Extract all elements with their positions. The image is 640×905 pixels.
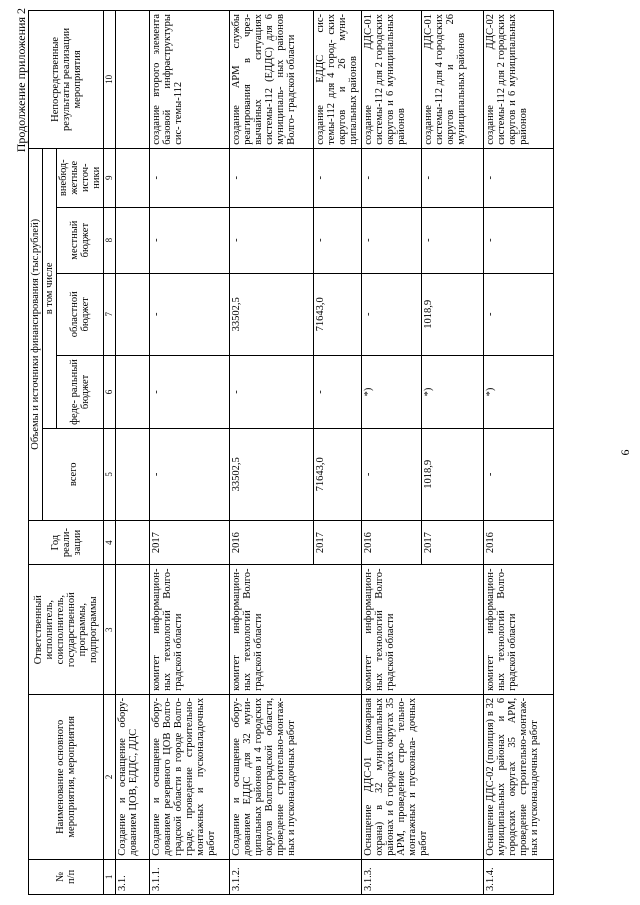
activity-name: Создание и оснащение обору- дованием ЕДДС для 32 муни- ципальных районов и 4 городских округов Волгоградской области, проведение строительно-монтаж- ных и пусконаладочных работ [230,694,362,859]
federal-cell [116,355,150,428]
column-number: 8 [104,207,116,273]
total-cell: 1018,9 [422,428,484,520]
federal-cell: *) [484,355,554,428]
extra-cell [116,148,150,207]
local-cell: - [362,207,422,273]
result-cell: создание ДДС-02 системы-112 для 2 городских округов и 6 муниципальных районов [484,11,554,149]
column-number: 9 [104,148,116,207]
local-cell: - [484,207,554,273]
header-finance-group: Объемы и источники финансирования (тыс.рублей) [29,148,43,520]
result-cell: создание ДДС-01 системы-112 для 2 городских округов и 6 муниципальных районов [362,11,422,149]
result-cell: создание ЕДДС сис- темы-112 для 4 город- ских округов и 26 муни- ципальных районов [314,11,362,149]
executor-name: комитет информацион- ных технологий Волго- градской области [230,565,362,694]
column-number: 3 [104,565,116,694]
extra-cell: - [422,148,484,207]
header-executor: Ответственный исполнитель, соисполнитель, государственной программы, подпрограммы [29,565,104,694]
header-federal: феде- ральный бюджет [57,355,104,428]
column-number: 5 [104,428,116,520]
result-cell: создание второго элемента базовой инфраструктуры сис- темы-112 [150,11,230,149]
regional-cell: 33502,5 [230,273,314,355]
year-cell: 2017 [314,520,362,565]
federal-cell: - [150,355,230,428]
federal-cell: *) [362,355,422,428]
total-cell: 33502,5 [230,428,314,520]
local-cell: - [230,207,314,273]
total-cell: - [484,428,554,520]
table-row [150,11,230,895]
executor-name: комитет информацион- ных технологий Волго- градской области [484,565,554,694]
row-number: 3.1.4. [484,859,554,894]
activity-name: Оснащение ДДС-02 (полиция) в 32 муниципальных районах и 6 городских округах 35 АРМ, проведение строительно-монтаж- ных и пусконаладочных работ [484,694,554,859]
header-num: № п/п [29,859,104,894]
total-cell [116,428,150,520]
result-cell: создание ДДС-01 системы-112 для 4 городских округов и 26 муниципальных районов [422,11,484,149]
table-row [116,11,150,895]
header-total: всего [43,428,104,520]
year-cell [116,520,150,565]
extra-cell: - [230,148,314,207]
table-row [484,11,554,895]
regional-cell: 1018,9 [422,273,484,355]
header-result: Непосредственные результаты реализации мероприятия [29,11,104,149]
federal-cell: - [230,355,314,428]
year-cell: 2016 [362,520,422,565]
executor-name [116,565,150,694]
activity-name: Оснащение ДДС-01 (пожарная охрана) в 32 муниципальных районах и 6 городских округах 35 АРМ, проведение стро- тельно-монтажных и пусконала- дочных работ [362,694,484,859]
federal-cell: *) [422,355,484,428]
total-cell: - [362,428,422,520]
regional-cell: - [362,273,422,355]
activity-name: Создание и оснащение обору- дованием резервного ЦОВ Волго- градской области в городе Волго- граде, проведение строительно- монтажных и пусконаладочных работ [150,694,230,859]
column-number: 4 [104,520,116,565]
result-cell [116,11,150,149]
column-number-row [104,11,116,895]
header-row-1 [29,11,43,895]
year-cell: 2017 [422,520,484,565]
column-number: 6 [104,355,116,428]
local-cell: - [150,207,230,273]
year-cell: 2016 [230,520,314,565]
header-local: местный бюджет [57,207,104,273]
regional-cell: - [150,273,230,355]
result-cell: создание АРМ службы реагирования в чрез- вычайных ситуациях системы-112 (ЕДДС) для 6 муниципаль- ных районов Волго- градской области [230,11,314,149]
year-cell: 2016 [484,520,554,565]
extra-cell: - [484,148,554,207]
row-number: 3.1.2. [230,859,362,894]
continuation-label: Продолжение приложения 2 [14,8,28,153]
row-number: 3.1.1. [150,859,230,894]
header-extra: внебюд- жетные источ- ники [57,148,104,207]
header-incl: в том числе [43,148,57,428]
column-number: 1 [104,859,116,894]
executor-name: комитет информацион- ных технологий Волго- градской области [150,565,230,694]
activity-name: Создание и оснащение обору- дованием ЦОВ, ЕДДС, ДДС [116,694,150,859]
executor-name: комитет информацион- ных технологий Волго- градской области [362,565,484,694]
column-number: 2 [104,694,116,859]
extra-cell: - [314,148,362,207]
row-number: 3.1.3. [362,859,484,894]
year-cell: 2017 [150,520,230,565]
column-number: 10 [104,11,116,149]
extra-cell: - [362,148,422,207]
header-year: Год реали- зации [29,520,104,565]
header-regional: областной бюджет [57,273,104,355]
extra-cell: - [150,148,230,207]
column-number: 7 [104,273,116,355]
row-number: 3.1. [116,859,150,894]
page-number: 6 [618,449,632,456]
local-cell [116,207,150,273]
regional-cell: - [484,273,554,355]
program-table [28,10,554,895]
federal-cell: - [314,355,362,428]
total-cell: 71643,0 [314,428,362,520]
table-row [362,11,422,895]
local-cell: - [314,207,362,273]
header-activity: Наименование основного мероприятия, мероприятия [29,694,104,859]
regional-cell [116,273,150,355]
regional-cell: 71643,0 [314,273,362,355]
total-cell: - [150,428,230,520]
table-row [230,11,314,895]
local-cell: - [422,207,484,273]
